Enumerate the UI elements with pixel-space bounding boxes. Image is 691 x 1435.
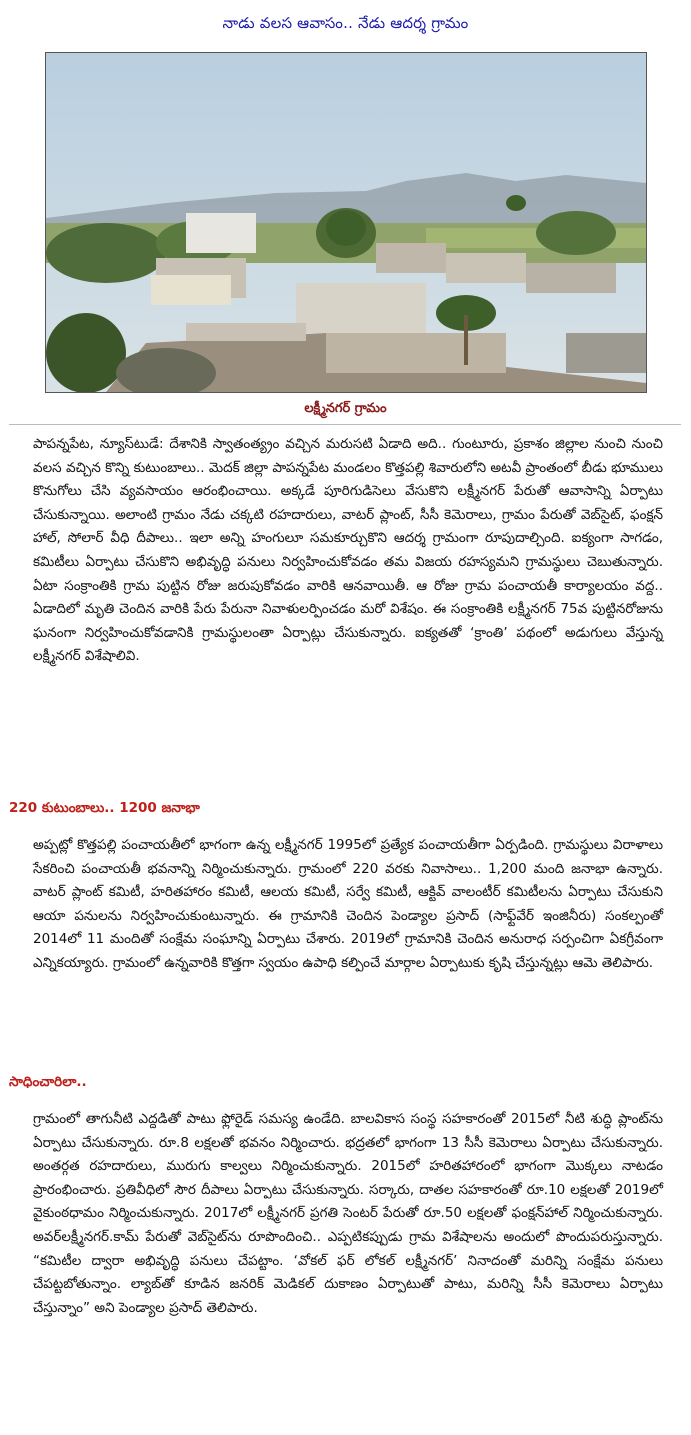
section-heading-achievements: సాధించారిలా.. [9, 1074, 87, 1090]
village-landscape-image [46, 53, 646, 392]
section-heading-families: 220 కుటుంబాలు.. 1200 జనాభా [9, 800, 200, 816]
achievements-paragraph: గ్రామంలో తాగునీటి ఎద్దడితో పాటు ఫ్లోరైడ్‌ సమస్య ఉండేది. బాలవికాస సంస్థ సహకారంతో 2015లో నీటి శుద్ధి ప్లాంట్‌ను ఏర్పాటు చేసుకున్నారు. రూ.8 లక్షలతో భవనం నిర్మించారు. భద్రతలో భాగంగా 13 సీసీ కెమెరాలు ఏర్పాటు చేసుకున్నారు. అంతర్గత రహదారులు, మురుగు కాల్వలు నిర్మించుకున్నారు. 2015లో హరితహారంలో భాగంగా మొక్కలు నాటడం ప్రారంభించారు. ప్రతివీధిలో సౌర దీపాలు ఏర్పాటు చేసుకున్నారు. సర్కారు, దాతల సహకారంతో రూ.10 లక్షలతో 2019లో వైకుంఠధామం నిర్మించుకున్నారు. 2017లో లక్ష్మీనగర్‌ ప్రగతి సెంటర్‌ పేరుతో రూ.50 లక్షలతో ఫంక్షన్‌హాల్‌ నిర్మించుకున్నారు. అవర్‌లక్ష్మీనగర్‌.కామ్‌ పేరుతో వెబ్‌సైట్‌ను రూపొందించి.. ఎప్పటికప్పుడు గ్రామ విశేషాలను అందులో పొందుపరుస్తున్నారు. “కమిటీల ద్వారా అభివృద్ధి పనులు చేపట్టాం. ‘వోకల్‌ ఫర్‌ లోకల్‌ లక్ష్మీనగర్‌’ నినాదంతో మరిన్ని సంక్షేమ పనులు చేపట్టబోతున్నాం. ల్యాబ్‌తో కూడిన జనరిక్‌ మెడికల్‌ దుకాణం ఏర్పాటుతో పాటు, మరిన్ని సీసీ కెమెరాలు ఏర్పాటు చేస్తున్నాం” అని పెండ్యాల ప్రసాద్‌ తెలిపారు. [33, 1111, 663, 1316]
article-headline: నాడు వలస ఆవాసం.. నేడు ఆదర్శ గ్రామం [222, 14, 469, 32]
intro-paragraph: పాపన్నపేట, న్యూస్‌టుడే: దేశానికి స్వాతంత్య్రం వచ్చిన మరుసటి ఏడాది అది.. గుంటూరు, ప్రకాశం జిల్లాల నుంచి నుంచి వలస వచ్చిన కొన్ని కుటుంబాలు.. మెదక్‌ జిల్లా పాపన్నపేట మండలం కొత్తపల్లి శివారులోని అటవీ ప్రాంతంలో బీడు భూములు కొనుగోలు చేసి వ్యవసాయం ఆరంభించాయి. అక్కడే పూరిగుడిసెలు వేసుకొని లక్ష్మీనగర్‌ పేరుతో ఆవాసాన్ని ఏర్పాటు చేసుకున్నాయి. అలాంటి గ్రామం నేడు చక్కటి రహదారులు, వాటర్‌ ప్లాంట్‌, సీసీ కెమెరాలు, గ్రామం పేరుతో వెబ్‌సైట్‌, ఫంక్షన్‌ హాల్‌, సోలార్‌ వీధి దీపాలు.. ఇలా అన్ని హంగులూ సమకూర్చుకొని ఆదర్శ గ్రామంగా రూపుదాల్చింది. ఐక్యంగా సాగడం, కమిటీలు ఏర్పాటు చేసుకొని అభివృద్ధి పనులు నిర్వహించుకోవడం తమ విజయ రహస్యమని గ్రామస్థులు చెబుతున్నారు. ఏటా సంక్రాంతికి గ్రామ పుట్టిన రోజు జరుపుకోవడం వారికి ఆనవాయితీ. ఆ రోజు గ్రామ పంచాయతీ కార్యాలయం వద్ద.. ఏడాదిలో మృతి చెందిన వారికి పేరు పేరునా నివాళులర్పించడం మరో విశేషం. ఈ సంక్రాంతికి లక్ష్మీనగర్‌ 75వ పుట్టినరోజును ఘనంగా నిర్వహించుకోవడానికి గ్రామస్థులంతా ఏర్పాట్లు చేసుకున్నారు. ఐక్యతతో ‘క్రాంతి’ పథంలో అడుగులు వేస్తున్న లక్ష్మీనగర్‌ విశేషాలివి. [33, 436, 663, 665]
village-photo [45, 52, 647, 393]
population-paragraph: అప్పట్లో కొత్తపల్లి పంచాయతీలో భాగంగా ఉన్న లక్ష్మీనగర్‌ 1995లో ప్రత్యేక పంచాయతీగా ఏర్పడింది. గ్రామస్థులు విరాళాలు సేకరించి పంచాయతీ భవనాన్ని నిర్మించుకున్నారు. గ్రామంలో 220 వరకు నివాసాలు.. 1,200 మంది జనాభా ఉన్నారు. వాటర్‌ ప్లాంట్‌ కమిటీ, హరితహారం కమిటీ, ఆలయ కమిటీ, సర్వే కమిటీ, ఆక్టివ్‌ వాలంటీర్‌ కమిటీలను ఏర్పాటు చేసుకుని ఆయా పనులను నిర్వహించుకుంటున్నారు. ఈ గ్రామానికి చెందిన పెండ్యాల ప్రసాద్‌ (సాఫ్ట్‌వేర్‌ ఇంజినీరు) సంకల్పంతో 2014లో 11 మందితో సంక్షేమ సంఘాన్ని ఏర్పాటు చేశారు. 2019లో గ్రామానికి చెందిన అనురాధ సర్పంచిగా ఏకగ్రీవంగా ఎన్నికయ్యారు. గ్రామంలో ఉన్నవారికి కొత్తగా స్వయం ఉపాధి కల్పించే మార్గాల ఏర్పాటుకు కృషి చేస్తున్నట్లు ఆమె తెలిపారు. [33, 837, 663, 971]
divider-line [9, 424, 681, 425]
photo-caption: లక్ష్మీనగర్‌ గ్రామం [304, 401, 387, 416]
